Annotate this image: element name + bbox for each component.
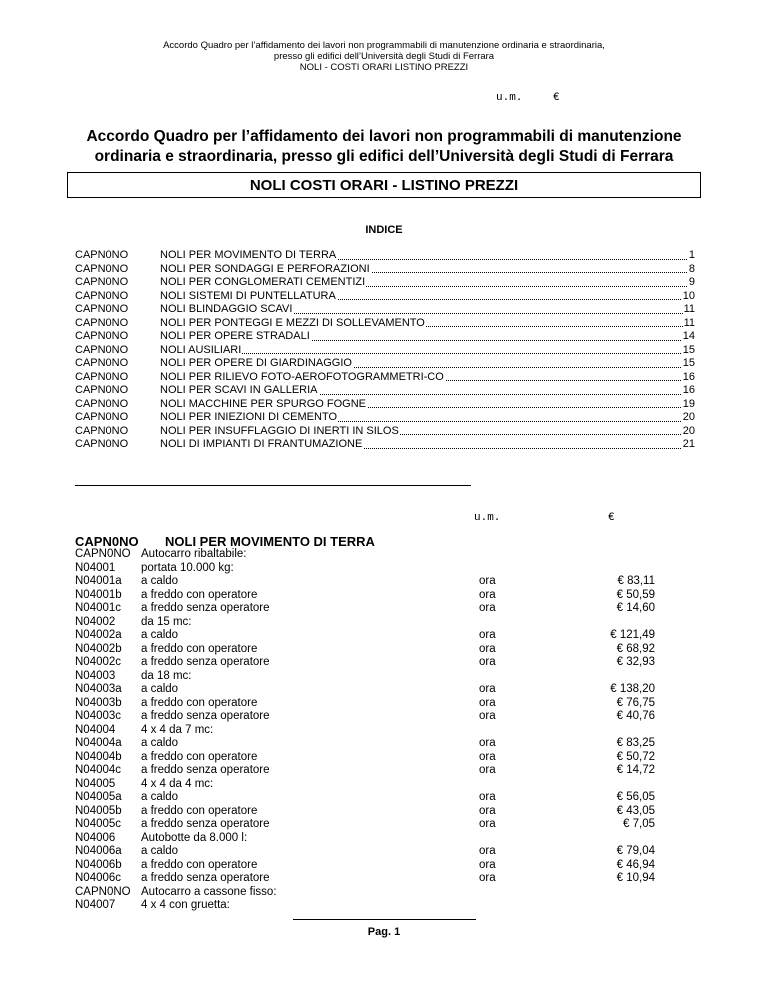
item-price: € 50,72 — [616, 750, 655, 763]
item-price: € 68,92 — [616, 642, 655, 655]
item-description: Autocarro a cassone fisso: — [141, 885, 277, 898]
item-unit: ora — [479, 737, 496, 749]
page-number: Pag. 1 — [367, 926, 401, 938]
table-row — [75, 886, 655, 900]
toc-title: NOLI PER SONDAGGI E PERFORAZIONI — [160, 262, 370, 275]
toc-page-number: 11 — [683, 316, 695, 329]
item-price: € 79,04 — [616, 845, 655, 857]
item-code: N04001c — [75, 602, 122, 614]
toc-title: NOLI PER MOVIMENTO DI TERRA — [160, 249, 337, 261]
item-price: € 46,94 — [616, 858, 655, 871]
item-code: N04004 — [75, 723, 116, 736]
item-unit: ora — [479, 588, 496, 601]
toc-page-number: 19 — [682, 397, 695, 410]
toc-title: NOLI AUSILIARI — [160, 343, 242, 356]
toc-title: NOLI PER SCAVI IN GALLERIA — [160, 384, 318, 396]
toc-code: CAPN0NO — [75, 424, 129, 437]
item-code: N04002 — [75, 615, 116, 628]
running-header-line-1: Accordo Quadro per l’affidamento dei lavori non programmabili di manutenzione ordinaria e straordinaria, — [163, 40, 605, 51]
toc-code: CAPN0NO — [75, 316, 129, 329]
running-header-line-2: presso gli edifici dell’Università degli Studi di Ferrara — [273, 51, 495, 62]
toc-entry — [75, 276, 695, 290]
item-description: a caldo — [141, 737, 179, 749]
table-row — [75, 805, 655, 819]
toc-title-wrap — [160, 425, 695, 439]
toc-entry — [75, 357, 695, 371]
item-unit: ora — [479, 750, 496, 763]
toc-entry — [75, 384, 695, 398]
toc-title-wrap — [160, 303, 695, 317]
toc-title-wrap — [160, 330, 695, 344]
item-unit: ora — [479, 575, 496, 587]
item-description: a caldo — [141, 845, 179, 857]
item-description: a freddo con operatore — [141, 750, 258, 763]
toc-code: CAPN0NO — [75, 262, 129, 275]
toc-entry — [75, 317, 695, 331]
item-unit: ora — [479, 872, 496, 884]
toc-title: NOLI PER RILIEVO FOTO-AEROFOTOGRAMMETRI-CO — [160, 370, 444, 383]
item-code: N04005 — [75, 777, 116, 790]
toc-code: CAPN0NO — [75, 357, 129, 369]
item-code: N04001 — [75, 561, 116, 574]
toc-page-number: 11 — [683, 303, 695, 315]
table-row — [75, 683, 655, 697]
toc-title-wrap — [160, 357, 695, 371]
item-description: 4 x 4 da 4 mc: — [141, 777, 214, 790]
table-row — [75, 737, 655, 751]
item-code: N04003b — [75, 696, 122, 709]
toc-title-wrap — [160, 263, 695, 277]
item-price: € 121,49 — [610, 629, 655, 641]
toc-page-number: 8 — [688, 262, 695, 275]
item-description: Autobotte da 8.000 l: — [141, 831, 248, 844]
item-unit: ora — [479, 710, 496, 722]
toc-title-wrap — [160, 249, 695, 263]
item-description: 4 x 4 da 7 mc: — [141, 723, 214, 736]
item-code: CAPN0NO — [75, 885, 131, 898]
toc-page-number: 15 — [682, 343, 695, 356]
document-title-line-1: Accordo Quadro per l’affidamento dei lavori non programmabili di manutenzione — [86, 128, 682, 145]
item-description: 4 x 4 con gruetta: — [141, 899, 230, 911]
item-unit: ora — [479, 656, 496, 668]
toc-page-number: 1 — [688, 249, 695, 261]
toc-title: NOLI BLINDAGGIO SCAVI — [160, 303, 293, 315]
toc-entry — [75, 303, 695, 317]
item-description: da 15 mc: — [141, 615, 192, 628]
table-row — [75, 832, 655, 846]
toc-title-wrap — [160, 290, 695, 304]
toc-code: CAPN0NO — [75, 370, 129, 383]
toc-title: NOLI SISTEMI DI PUNTELLATURA — [160, 289, 336, 302]
toc-page-number: 10 — [682, 289, 695, 302]
table-row — [75, 859, 655, 873]
item-code: N04006c — [75, 872, 122, 884]
table-row — [75, 778, 655, 792]
item-description: a caldo — [141, 629, 179, 641]
table-row — [75, 670, 655, 684]
toc-title: NOLI DI IMPIANTI DI FRANTUMAZIONE — [160, 438, 363, 450]
running-header-line-3: NOLI - COSTI ORARI LISTINO PREZZI — [299, 62, 469, 73]
toc-title-wrap — [160, 276, 695, 290]
table-row — [75, 575, 655, 589]
boxed-title: NOLI COSTI ORARI - LISTINO PREZZI — [67, 172, 701, 198]
item-unit: ora — [479, 629, 496, 641]
toc-page-number: 16 — [682, 370, 695, 383]
toc-page-number: 21 — [682, 438, 695, 450]
item-code: N04005b — [75, 804, 122, 817]
table-row — [75, 845, 655, 859]
toc-entry — [75, 344, 695, 358]
item-unit: ora — [479, 602, 496, 614]
item-description: a freddo con operatore — [141, 696, 258, 709]
toc-page-number: 15 — [682, 357, 695, 369]
toc-entry — [75, 438, 695, 452]
item-code: N04006b — [75, 858, 122, 871]
index-heading: INDICE — [365, 224, 403, 236]
table-row — [75, 589, 655, 603]
toc-page-number: 16 — [682, 384, 695, 396]
item-description: a freddo con operatore — [141, 588, 258, 601]
table-row — [75, 548, 655, 562]
item-unit: ora — [479, 858, 496, 871]
toc-title-wrap — [160, 411, 695, 425]
toc-page-number: 14 — [682, 330, 695, 342]
item-code: N04002b — [75, 642, 122, 655]
document-title-line-2: ordinaria e straordinaria, presso gli edifici dell’Università degli Studi di Ferrara — [94, 148, 674, 165]
table-row — [75, 629, 655, 643]
toc-entry — [75, 371, 695, 385]
table-row — [75, 764, 655, 778]
item-code: N04004b — [75, 750, 122, 763]
toc-title-wrap — [160, 371, 695, 385]
item-code: CAPN0NO — [75, 548, 131, 560]
item-description: a freddo senza operatore — [141, 872, 270, 884]
item-unit: ora — [479, 845, 496, 857]
toc-entry — [75, 290, 695, 304]
header-currency-label: € — [553, 92, 560, 104]
item-price: € 83,11 — [617, 575, 655, 587]
section-unit-label: u.m. — [474, 512, 501, 524]
toc-page-number: 9 — [688, 276, 695, 288]
toc-title: NOLI PER OPERE STRADALI — [160, 330, 310, 342]
price-list — [75, 548, 655, 913]
item-unit: ora — [479, 696, 496, 709]
toc-entry — [75, 411, 695, 425]
item-code: N04002c — [75, 656, 122, 668]
document-title — [60, 127, 708, 167]
table-row — [75, 899, 655, 913]
item-description: a freddo senza operatore — [141, 764, 270, 776]
table-row — [75, 791, 655, 805]
item-code: N04003a — [75, 683, 122, 695]
toc-title-wrap — [160, 398, 695, 412]
item-code: N04004a — [75, 737, 122, 749]
item-unit: ora — [479, 764, 496, 776]
table-row — [75, 710, 655, 724]
item-price: € 7,05 — [623, 818, 655, 830]
item-code: N04003 — [75, 669, 116, 682]
item-code: N04007 — [75, 899, 116, 911]
item-unit: ora — [479, 804, 496, 817]
item-description: a caldo — [141, 575, 179, 587]
item-code: N04005a — [75, 791, 122, 803]
table-row — [75, 697, 655, 711]
item-price: € 43,05 — [616, 804, 655, 817]
toc-entry — [75, 425, 695, 439]
item-unit: ora — [479, 683, 496, 695]
item-description: Autocarro ribaltabile: — [141, 548, 247, 560]
item-code: N04004c — [75, 764, 122, 776]
item-code: N04005c — [75, 818, 122, 830]
toc-title-wrap — [160, 344, 695, 358]
item-price: € 14,72 — [616, 764, 655, 776]
item-price: € 56,05 — [616, 791, 655, 803]
toc-code: CAPN0NO — [75, 343, 129, 356]
item-description: a freddo senza operatore — [141, 710, 270, 722]
section-title: NOLI PER MOVIMENTO DI TERRA — [165, 534, 375, 549]
toc-code: CAPN0NO — [75, 303, 129, 315]
item-description: a freddo senza operatore — [141, 818, 270, 830]
table-row — [75, 818, 655, 832]
toc-page-number: 20 — [682, 424, 695, 437]
toc-title-wrap — [160, 384, 695, 398]
section-currency-label: € — [608, 512, 615, 524]
item-description: da 18 mc: — [141, 669, 192, 682]
toc-code: CAPN0NO — [75, 438, 129, 450]
item-description: a freddo con operatore — [141, 642, 258, 655]
item-description: a caldo — [141, 683, 179, 695]
item-description: a caldo — [141, 791, 179, 803]
toc-title: NOLI PER CONGLOMERATI CEMENTIZI — [160, 276, 366, 288]
toc-code: CAPN0NO — [75, 249, 129, 261]
item-price: € 14,60 — [616, 602, 655, 614]
toc-code: CAPN0NO — [75, 289, 129, 302]
toc-code: CAPN0NO — [75, 397, 129, 410]
section-code: CAPN0NO — [75, 534, 139, 549]
toc-code: CAPN0NO — [75, 384, 129, 396]
table-row — [75, 643, 655, 657]
item-code: N04006a — [75, 845, 122, 857]
toc-code: CAPN0NO — [75, 276, 129, 288]
toc-code: CAPN0NO — [75, 330, 129, 342]
toc-code: CAPN0NO — [75, 411, 129, 423]
item-description: portata 10.000 kg: — [141, 561, 234, 574]
toc-title: NOLI PER INSUFFLAGGIO DI INERTI IN SILOS — [160, 424, 399, 437]
item-code: N04002a — [75, 629, 122, 641]
item-description: a freddo con operatore — [141, 858, 258, 871]
item-price: € 138,20 — [610, 683, 655, 695]
toc-title: NOLI PER PONTEGGI E MEZZI DI SOLLEVAMENTO — [160, 316, 425, 329]
item-description: a freddo senza operatore — [141, 656, 270, 668]
toc-entry — [75, 249, 695, 263]
item-code: N04001b — [75, 588, 122, 601]
item-price: € 76,75 — [616, 696, 655, 709]
table-row — [75, 751, 655, 765]
table-row — [75, 616, 655, 630]
table-row — [75, 872, 655, 886]
item-price: € 50,59 — [616, 588, 655, 601]
toc-title: NOLI PER OPERE DI GIARDINAGGIO — [160, 357, 352, 369]
table-row — [75, 602, 655, 616]
item-unit: ora — [479, 791, 496, 803]
item-description: a freddo senza operatore — [141, 602, 270, 614]
item-price: € 83,25 — [616, 737, 655, 749]
item-price: € 32,93 — [616, 656, 655, 668]
toc-title-wrap — [160, 438, 695, 452]
footer-rule — [293, 919, 476, 920]
table-of-contents — [75, 249, 695, 452]
item-description: a freddo con operatore — [141, 804, 258, 817]
item-code: N04001a — [75, 575, 122, 587]
table-row — [75, 562, 655, 576]
header-unit-label: u.m. — [496, 92, 523, 104]
table-row — [75, 656, 655, 670]
toc-title: NOLI MACCHINE PER SPURGO FOGNE — [160, 397, 366, 410]
item-code: N04003c — [75, 710, 122, 722]
item-price: € 10,94 — [616, 872, 655, 884]
divider-line — [75, 485, 471, 486]
toc-title: NOLI PER INIEZIONI DI CEMENTO — [160, 411, 338, 423]
item-unit: ora — [479, 818, 496, 830]
item-code: N04006 — [75, 831, 116, 844]
toc-entry — [75, 398, 695, 412]
item-price: € 40,76 — [616, 710, 655, 722]
toc-page-number: 20 — [682, 411, 695, 423]
table-row — [75, 724, 655, 738]
item-unit: ora — [479, 642, 496, 655]
toc-entry — [75, 330, 695, 344]
toc-title-wrap — [160, 317, 695, 331]
toc-entry — [75, 263, 695, 277]
